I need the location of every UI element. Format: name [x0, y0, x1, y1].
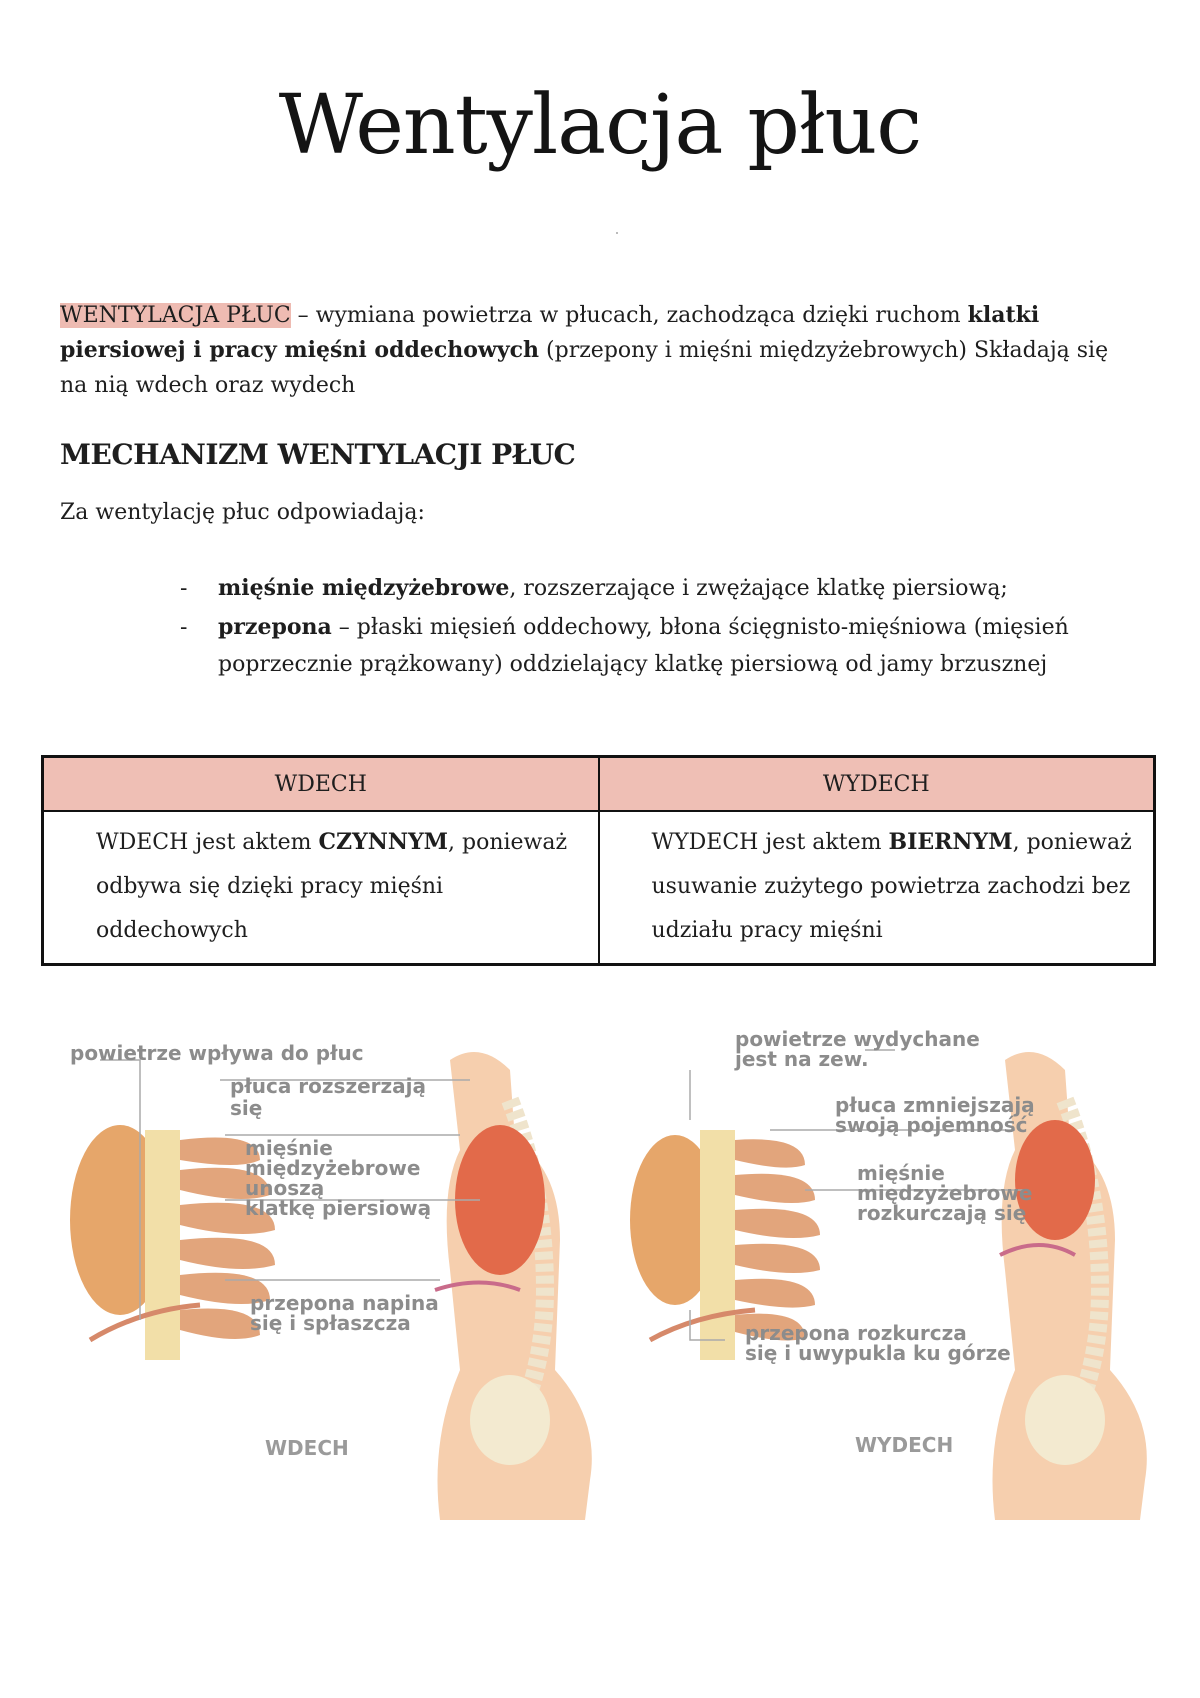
list-item-text: – płaski mięsień oddechowy, błona ścięgnisto-mięśniowa (mięsień poprzecznie prążkowany) oddzielający klatkę piersiową od jamy brzusznej — [218, 615, 1069, 677]
inhale-label: przepona napina — [250, 1291, 439, 1315]
inhale-label: się — [230, 1096, 263, 1120]
section-heading: MECHANIZM WENTYLACJI PŁUC — [60, 438, 576, 471]
pelvis-illustration — [470, 1375, 550, 1465]
cell-bold: BIERNYM — [888, 829, 1013, 855]
inhale-label: mięśnie — [245, 1136, 333, 1160]
pelvis-illustration — [1025, 1375, 1105, 1465]
exhale-label: międzyżebrowe — [857, 1181, 1033, 1205]
cell-text: WDECH jest aktem — [96, 830, 319, 855]
cell-text: WYDECH jest aktem — [651, 830, 889, 855]
definition-bold: klatki piersiowej i pracy mięśni oddechowych — [60, 302, 1040, 363]
inhale-label: powietrze wpływa do płuc — [70, 1041, 364, 1065]
list-item-bold: mięśnie międzyżebrowe — [218, 575, 510, 601]
stray-dot — [616, 232, 618, 234]
cell-text: , ponieważ usuwanie zużytego powietrza zachodzi bez udziału pracy mięśni — [651, 830, 1132, 943]
inhale-label: międzyżebrowe — [245, 1156, 421, 1180]
table-header-wdech: WDECH — [43, 757, 599, 812]
definition-paragraph — [60, 298, 1140, 403]
exhale-label: się i uwypukla ku górze — [745, 1341, 1011, 1365]
diagrams-svg — [40, 1027, 1180, 1580]
torso-lung-illustration — [1015, 1120, 1095, 1240]
list-dash: - — [180, 615, 188, 640]
exhale-label: powietrze wydychane — [735, 1027, 980, 1051]
table-header-wydech: WYDECH — [599, 757, 1155, 812]
muscle-list — [180, 570, 1110, 685]
list-item-text: , rozszerzające i zwężające klatkę piersiową; — [509, 576, 1008, 601]
exhale-diagram — [630, 1027, 1147, 1520]
exhale-label: mięśnie — [857, 1161, 945, 1185]
table-cell-wdech — [43, 811, 599, 965]
cell-text: , ponieważ odbywa się dzięki pracy mięśni oddechowych — [96, 830, 568, 943]
inhale-diagram — [70, 1041, 592, 1520]
exhale-label: płuca zmniejszają — [835, 1093, 1035, 1117]
inhale-caption: WDECH — [265, 1436, 349, 1460]
list-item — [180, 570, 1110, 607]
intro-text: Za wentylację płuc odpowiadają: — [60, 500, 425, 525]
respiration-diagrams — [40, 1027, 1180, 1580]
table-header-row — [43, 757, 1155, 812]
table-cell-wydech — [599, 811, 1155, 965]
comparison-table — [41, 755, 1156, 966]
definition-text-2: (przepony i mięśni międzyżebrowych) Składają się na nią wdech oraz wydech — [60, 338, 1109, 398]
exhale-caption: WYDECH — [855, 1433, 954, 1457]
inhale-label: się i spłaszcza — [250, 1311, 411, 1335]
list-item — [180, 609, 1110, 683]
inhale-label: płuca rozszerzają — [230, 1074, 426, 1098]
page-title: Wentylacja płuc — [278, 78, 922, 173]
exhale-label: jest na zew. — [735, 1047, 869, 1071]
table-row — [43, 811, 1155, 965]
exhale-label: rozkurczają się — [857, 1201, 1027, 1225]
inhale-label: unoszą — [245, 1176, 325, 1200]
list-dash: - — [180, 576, 188, 601]
exhale-label: przepona rozkurcza — [745, 1321, 967, 1345]
cell-bold: CZYNNYM — [318, 829, 449, 855]
definition-text-1: – wymiana powietrza w płucach, zachodząca dzięki ruchom — [290, 303, 968, 328]
definition-term: WENTYLACJA PŁUC — [60, 303, 291, 328]
exhale-label: swoją pojemność — [835, 1113, 1028, 1137]
list-item-bold: przepona — [218, 614, 332, 640]
inhale-label: klatkę piersiową — [245, 1196, 432, 1220]
